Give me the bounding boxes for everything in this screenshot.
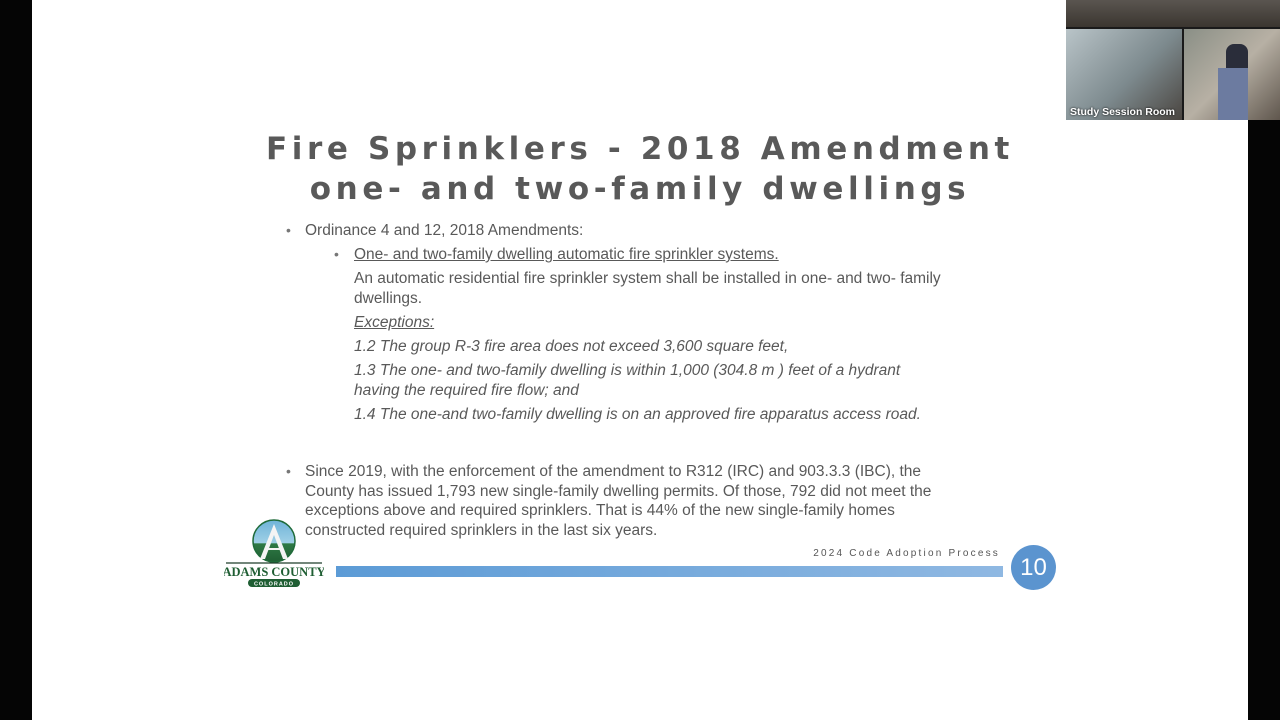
svg-text:COLORADO: COLORADO: [253, 581, 295, 588]
exception-1-3: 1.3 The one- and two-family dwelling is within 1,000 (304.8 m ) feet of a hydrant: [354, 362, 901, 379]
footer-title: 2024 Code Adoption Process: [813, 548, 1000, 559]
video-label: Study Session Room: [1070, 106, 1176, 118]
logo-emblem-icon: [224, 519, 324, 591]
stats-line2: County has issued 1,793 new single-family dwelling permits. Of those, 792 did not meet the: [305, 483, 932, 500]
slide-title-line2: one- and two-family dwellings: [309, 171, 971, 207]
exception-1-3-cont: having the required fire flow; and: [354, 382, 579, 399]
bullet-dot: •: [286, 222, 291, 238]
bullet-dot: •: [334, 246, 339, 262]
video-room-overview: [1066, 0, 1280, 27]
sub-body-line2: dwellings.: [354, 290, 423, 307]
slide-page-number: 10: [1011, 545, 1056, 590]
podium: [1218, 68, 1248, 120]
sub-body-line1: An automatic residential fire sprinkler system shall be installed in one- and two- family: [354, 270, 941, 287]
stats-line3: exceptions above and required sprinklers. That is 44% of the new single-family homes: [305, 502, 895, 519]
stats-line1: Since 2019, with the enforcement of the amendment to R312 (IRC) and 903.3.3 (IBC), the: [305, 463, 922, 480]
stats-line4: constructed required sprinklers in the last six years.: [305, 522, 658, 539]
bullet-ordinance: Ordinance 4 and 12, 2018 Amendments:: [305, 222, 584, 239]
exception-1-4: 1.4 The one-and two-family dwelling is on an approved fire apparatus access road.: [354, 406, 921, 423]
speaker-figure: [1226, 44, 1248, 70]
exception-1-2: 1.2 The group R-3 fire area does not exceed 3,600 square feet,: [354, 338, 789, 355]
adams-county-logo: [224, 519, 324, 591]
video-feed-thumbnail[interactable]: [1066, 0, 1280, 120]
exceptions-label: Exceptions:: [354, 314, 435, 331]
slide-title-line1: Fire Sprinklers - 2018 Amendment: [266, 131, 1014, 167]
sub-heading: One- and two-family dwelling automatic fire sprinkler systems.: [354, 246, 779, 263]
svg-text:ADAMS COUNTY: ADAMS COUNTY: [224, 565, 324, 579]
footer-accent-bar: [336, 566, 1003, 577]
bullet-dot: •: [286, 463, 291, 479]
